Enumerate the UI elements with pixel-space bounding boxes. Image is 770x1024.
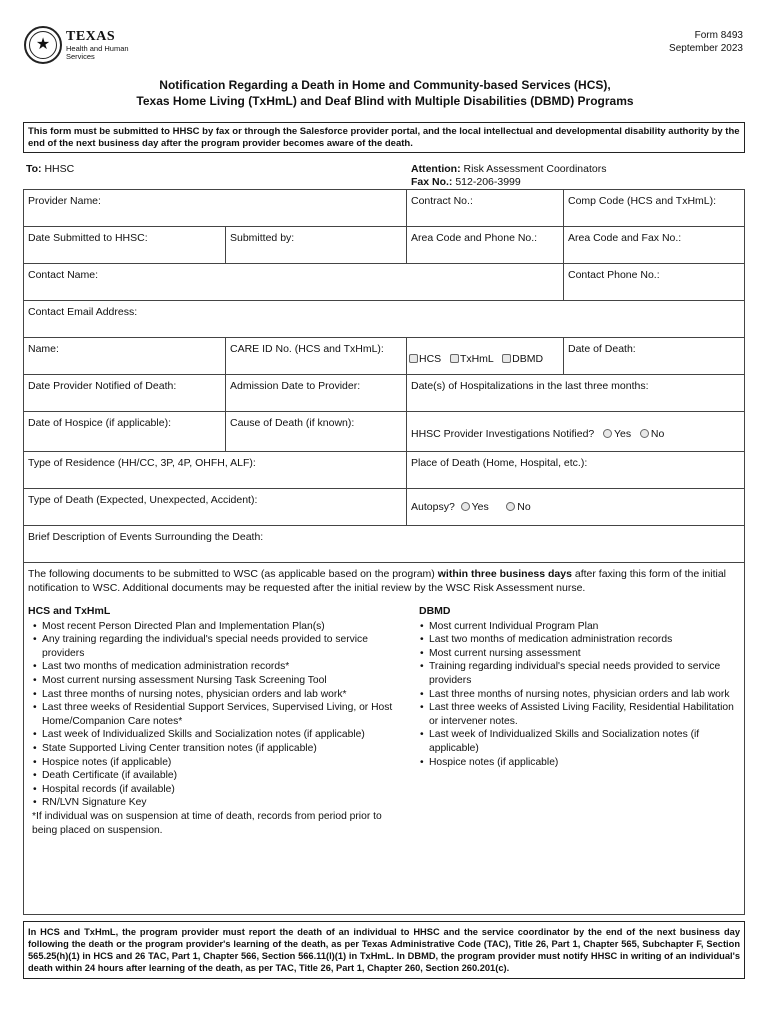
autopsy-yes-label: Yes [471, 501, 489, 513]
area-phone-label: Area Code and Phone No.: [411, 232, 538, 244]
yes-label: Yes [614, 428, 632, 440]
date-submitted-label: Date Submitted to HHSC: [28, 232, 148, 244]
cause-of-death-label: Cause of Death (if known): [230, 417, 355, 429]
investigations-no-radio[interactable] [640, 428, 664, 440]
list-item: • Last three weeks of Assisted Living Facility, Residential Habilitation or intervener notes. [415, 701, 737, 728]
hcs-txhml-list [28, 620, 408, 810]
list-item: • Hospice notes (if applicable) [28, 756, 408, 770]
list-item: • State Supported Living Center transition notes (if applicable) [28, 742, 408, 756]
list-item: • Hospice notes (if applicable) [415, 756, 737, 770]
txhml-label: TxHmL [459, 353, 494, 365]
contact-name-label: Contact Name: [28, 269, 99, 281]
list-item: • Training regarding individual's special needs provided to service providers [415, 660, 737, 687]
list-item: • Last three months of nursing notes, physician orders and lab work* [28, 688, 408, 702]
date-submitted-field[interactable] [23, 226, 226, 264]
form-number: Form 8493 [694, 30, 743, 41]
submitted-by-field[interactable] [225, 226, 407, 264]
dbmd-checkbox[interactable] [502, 353, 543, 365]
txhml-checkbox[interactable] [450, 353, 493, 365]
place-of-death-field[interactable] [406, 451, 745, 489]
list-item: • Death Certificate (if available) [28, 769, 408, 783]
list-item: • Last three weeks of Residential Support Services, Supervised Living, or Host Home/Companion Care notes* [28, 701, 408, 728]
date-notified-field[interactable] [23, 374, 226, 412]
form-header [0, 0, 770, 70]
suspension-note: *If individual was on suspension at time of death, records from period prior to being placed on suspension. [32, 810, 382, 836]
hcs-checkbox[interactable] [409, 353, 441, 365]
contact-name-field[interactable] [23, 263, 564, 301]
brief-description-field[interactable] [23, 525, 745, 563]
intro-deadline: within three business days [437, 568, 572, 580]
dbmd-list [415, 620, 737, 770]
provider-name-label: Provider Name: [28, 195, 101, 207]
radio-icon [603, 429, 612, 438]
date-notified-label: Date Provider Notified of Death: [28, 380, 177, 392]
autopsy-label: Autopsy? [411, 501, 455, 513]
form-date: September 2023 [669, 43, 743, 54]
checkbox-icon [502, 354, 511, 363]
comp-code-label: Comp Code (HCS and TxHmL): [568, 195, 717, 207]
hospitalizations-field[interactable] [406, 374, 745, 412]
documents-intro [28, 568, 740, 595]
radio-icon [461, 502, 470, 511]
contract-no-field[interactable] [406, 189, 564, 227]
admission-date-field[interactable] [225, 374, 407, 412]
program-checkbox-group [406, 337, 564, 375]
dbmd-heading: DBMD [419, 605, 451, 617]
texas-seal-icon: ★ [24, 26, 62, 64]
care-id-field[interactable] [225, 337, 407, 375]
investigations-label: HHSC Provider Investigations Notified? [411, 428, 595, 440]
residence-type-label: Type of Residence (HH/CC, 3P, 4P, OHFH, ALF): [28, 457, 256, 469]
area-phone-field[interactable] [406, 226, 564, 264]
care-id-label: CARE ID No. (HCS and TxHmL): [230, 343, 384, 355]
autopsy-no-radio[interactable] [506, 501, 530, 513]
area-fax-label: Area Code and Fax No.: [568, 232, 682, 244]
place-of-death-label: Place of Death (Home, Hospital, etc.): [411, 457, 588, 469]
radio-icon [506, 502, 515, 511]
contact-email-label: Contact Email Address: [28, 306, 138, 318]
autopsy-no-label: No [517, 501, 531, 513]
list-item: • Last week of Individualized Skills and Socialization notes (if applicable) [28, 728, 408, 742]
intro-text-start: The following documents to be submitted to WSC (as applicable based on the program) [28, 568, 435, 580]
name-label: Name: [28, 343, 59, 355]
fax-value: 512-206-3999 [455, 176, 521, 188]
to-label: To: [26, 163, 42, 175]
attention-value: Risk Assessment Coordinators [463, 163, 607, 175]
death-type-field[interactable] [23, 488, 407, 526]
submitted-by-label: Submitted by: [230, 232, 295, 244]
investigations-field [406, 411, 745, 452]
list-item: • Last two months of medication administration records [415, 633, 737, 647]
to-value: HHSC [44, 163, 75, 175]
contact-phone-field[interactable] [563, 263, 745, 301]
fax-label: Fax No.: [411, 176, 453, 188]
autopsy-field [406, 488, 745, 526]
brief-description-label: Brief Description of Events Surrounding the Death: [28, 531, 264, 543]
hcs-label: HCS [419, 353, 442, 365]
list-item: • Most recent Person Directed Plan and Implementation Plan(s) [28, 620, 408, 634]
intro-text-end: after faxing this form of the initial notification to WSC. Additional documents may be requested after the initial review by the WSC Risk Assessment nurse. [28, 568, 727, 594]
area-fax-field[interactable] [563, 226, 745, 264]
list-item: • Last two months of medication administration records* [28, 660, 408, 674]
logo-line-1: TEXAS [66, 28, 116, 44]
attention-block [411, 163, 606, 189]
contract-no-label: Contract No.: [411, 195, 473, 207]
attention-label: Attention: [411, 163, 461, 175]
investigations-yes-radio[interactable] [603, 428, 631, 440]
submission-notice: This form must be submitted to HHSC by fax or through the Salesforce provider portal, and the local intellectual and developmental disability authority by the end of the next business day after the program provider becomes aware of the death. [23, 122, 745, 153]
to-line [26, 163, 74, 176]
legal-requirements-footer: In HCS and TxHmL, the program provider must report the death of an individual to HHSC and the service coordinator by the end of the next business day following the death or the program provider's learning of the death, as per Texas Administrative Code (TAC), Title 26, Part 1, Chapter 565, Subchapter F, Section 565.25(h)(1) in HCS and 26 TAC, Part 1, Chapter 566, Section 566.11(l)(1) in TxHmL. In DBMD, the program provider must notify HHSC in writing of an individual's death within 24 hours after learning of the death, as per TAC, Title 26, Part 1, Chapter 260, Section 260.201(c). [23, 921, 745, 979]
cause-of-death-field[interactable] [225, 411, 407, 452]
logo-line-3: Services [66, 52, 95, 61]
checkbox-icon [450, 354, 459, 363]
title-line-1: Notification Regarding a Death in Home and Community-based Services (HCS), [159, 78, 611, 92]
dbmd-column [415, 605, 737, 769]
admission-date-label: Admission Date to Provider: [230, 380, 361, 392]
date-of-death-field[interactable] [563, 337, 745, 375]
logo-line-2: Health and Human [66, 43, 129, 53]
list-item: • RN/LVN Signature Key [28, 796, 408, 810]
contact-email-field[interactable] [23, 300, 745, 338]
texas-hhs-logo [24, 26, 129, 64]
radio-icon [640, 429, 649, 438]
hospitalizations-label: Date(s) of Hospitalizations in the last three months: [411, 380, 649, 392]
list-item: • Any training regarding the individual's special needs provided to service providers [28, 633, 408, 660]
list-item: • Last three months of nursing notes, physician orders and lab work [415, 688, 737, 702]
list-item: • Most current nursing assessment Nursing Task Screening Tool [28, 674, 408, 688]
list-item: • Last week of Individualized Skills and Socialization notes (if applicable) [415, 728, 737, 755]
name-field[interactable] [23, 337, 226, 375]
dbmd-label: DBMD [512, 353, 544, 365]
death-type-label: Type of Death (Expected, Unexpected, Accident): [28, 494, 258, 506]
comp-code-field[interactable] [563, 189, 745, 227]
form-identifier [669, 29, 743, 55]
no-label: No [650, 428, 665, 440]
date-of-death-label: Date of Death: [568, 343, 636, 355]
list-item: • Most current nursing assessment [415, 647, 737, 661]
provider-name-field[interactable] [23, 189, 407, 227]
hcs-txhml-heading: HCS and TxHmL [28, 605, 111, 617]
list-item: • Hospital records (if available) [28, 783, 408, 797]
checkbox-icon [409, 354, 418, 363]
form-title [0, 77, 770, 109]
residence-type-field[interactable] [23, 451, 407, 489]
autopsy-yes-radio[interactable] [461, 501, 489, 513]
hcs-txhml-column [28, 605, 408, 837]
list-item: • Most current Individual Program Plan [415, 620, 737, 634]
title-line-2: Texas Home Living (TxHmL) and Deaf Blind with Multiple Disabilities (DBMD) Programs [136, 94, 634, 108]
contact-phone-label: Contact Phone No.: [568, 269, 660, 281]
hospice-date-label: Date of Hospice (if applicable): [28, 417, 171, 429]
documents-section [23, 562, 745, 915]
hospice-date-field[interactable] [23, 411, 226, 452]
